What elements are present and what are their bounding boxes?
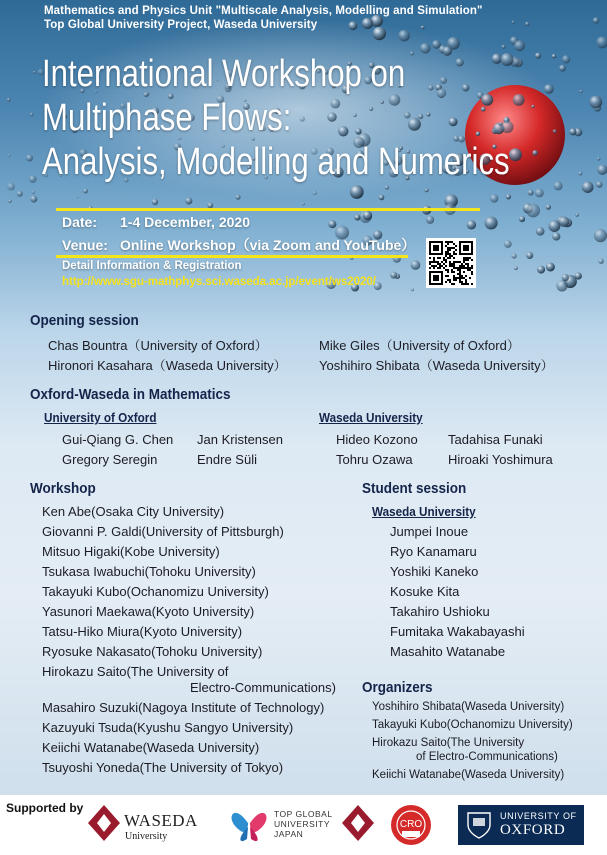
waseda-logo-subtext: University: [125, 831, 168, 842]
bubble: [398, 30, 410, 42]
bubble: [589, 96, 602, 109]
workshop-speaker: Giovanni P. Galdi(University of Pittsburgh): [42, 524, 284, 539]
date-row: [62, 214, 250, 230]
bubble: [519, 216, 525, 222]
workshop-speaker: Masahiro Suzuki(Nagoya Institute of Technology): [42, 700, 325, 715]
workshop-speaker: Takayuki Kubo(Ochanomizu University): [42, 584, 269, 599]
sponsor-footer: [0, 795, 607, 855]
bubble: [373, 27, 386, 40]
student-speaker: Yoshiki Kaneko: [390, 564, 479, 579]
bubble: [513, 94, 525, 106]
cro-label: CRO: [399, 819, 423, 830]
oxford-subheading: University of Oxford: [44, 410, 157, 425]
bubble: [17, 191, 23, 197]
bubble: [549, 220, 561, 232]
bubble: [411, 260, 421, 270]
bubble: [532, 150, 538, 156]
organizers-heading: Organizers: [362, 679, 433, 696]
organizer: Keiichi Watanabe(Waseda University): [372, 769, 565, 781]
bubble: [485, 217, 498, 230]
divider-top: [56, 208, 480, 211]
student-subheading: Waseda University: [372, 504, 476, 519]
bubble: [425, 188, 429, 192]
opening-speaker: Mike Giles（University of Oxford）: [319, 338, 520, 353]
student-speaker: Ryo Kanamaru: [390, 544, 477, 559]
bubble: [354, 215, 360, 221]
title-line-3: Analysis, Modelling and Numerics: [42, 141, 510, 183]
waseda-logo-icon: [86, 803, 122, 843]
student-speaker: Kosuke Kita: [390, 584, 460, 599]
divider-mid: [56, 255, 408, 258]
bubble: [594, 229, 607, 242]
bubble: [528, 190, 534, 196]
bubble: [553, 129, 557, 133]
bubble: [598, 258, 604, 264]
bubble: [379, 195, 385, 201]
bubble: [569, 128, 576, 135]
waseda-logo-text: WASEDA: [124, 811, 198, 830]
venue-row: [62, 235, 415, 255]
title-line-2: Multiphase Flows:: [42, 97, 292, 139]
bubble: [432, 40, 441, 49]
bubble: [575, 213, 579, 217]
organizer: Takayuki Kubo(Ochanomizu University): [372, 719, 573, 731]
bubble: [597, 157, 600, 160]
workshop-title: [42, 52, 510, 184]
workshop-speaker: Ryosuke Nakasato(Tohoku University): [42, 644, 263, 659]
student-session-heading: Student session: [362, 480, 467, 497]
bubble: [350, 185, 364, 199]
opening-speaker: Yoshihiro Shibata（Waseda University）: [319, 358, 554, 373]
bubble: [32, 191, 35, 194]
bubble: [526, 204, 540, 218]
bubble: [185, 197, 192, 204]
bubble: [596, 181, 603, 188]
bubble: [7, 183, 15, 191]
bubble: [546, 263, 555, 272]
bubble: [537, 266, 545, 274]
bubble: [597, 165, 607, 175]
butterfly-logo-icon: [228, 803, 270, 845]
bubble: [467, 220, 476, 229]
bubble: [535, 53, 541, 59]
oxford-crest-icon: [466, 811, 492, 839]
top-global-logo-text: [274, 809, 333, 839]
waseda-member: Hideo Kozono: [336, 432, 418, 447]
bubble: [562, 274, 569, 281]
bubble: [556, 280, 567, 291]
opening-session-heading: Opening session: [30, 312, 139, 329]
workshop-speaker: Tsuyoshi Yoneda(The University of Tokyo): [42, 760, 284, 775]
qr-code-graphic: [429, 241, 473, 285]
bubble: [76, 196, 78, 198]
bubble: [535, 188, 544, 197]
workshop-speaker: Hirokazu Saito(The University of: [42, 664, 229, 679]
bubble: [29, 175, 37, 183]
bubble: [33, 71, 36, 74]
bubble: [363, 211, 372, 220]
tgu-line: JAPAN: [274, 829, 304, 839]
bubble: [411, 288, 414, 291]
bubble: [362, 18, 373, 29]
workshop-speaker: Yasunori Maekawa(Kyoto University): [42, 604, 255, 619]
tgu-line: TOP GLOBAL: [274, 809, 333, 819]
bubble: [30, 195, 37, 202]
bubble: [514, 266, 518, 270]
bubble: [511, 253, 516, 258]
student-speaker: Jumpei Inoue: [390, 524, 469, 539]
student-speaker: Masahito Watanabe: [390, 644, 506, 659]
bubble: [313, 191, 318, 196]
bubble: [593, 17, 599, 23]
bubble: [526, 252, 533, 259]
organizer-continued: of Electro-Communications): [416, 751, 558, 763]
bubble: [552, 232, 560, 240]
bubble: [512, 21, 515, 24]
bubble: [26, 155, 33, 162]
bubble: [525, 22, 529, 26]
bubble: [302, 203, 305, 206]
registration-url[interactable]: http://www.sgu-mathphys.sci.waseda.ac.jp/event/ws2020/: [62, 276, 377, 288]
date-value: 1-4 December, 2020: [120, 214, 250, 230]
bubble: [531, 105, 534, 108]
bubble: [8, 154, 11, 157]
bubble: [514, 40, 525, 51]
tgu-line: UNIVERSITY: [274, 819, 331, 829]
registration-label: Detail Information & Registration: [62, 260, 242, 272]
bubble: [30, 113, 34, 117]
oxford-member: Jan Kristensen: [197, 432, 283, 447]
date-label: Date:: [62, 214, 98, 230]
bubble: [348, 21, 357, 30]
bubble: [421, 26, 425, 30]
bubble: [575, 272, 582, 279]
bubble: [578, 172, 582, 176]
bubble: [506, 194, 511, 199]
bubble: [7, 98, 11, 102]
bubble: [328, 220, 336, 228]
student-speaker: Takahiro Ushioku: [390, 604, 490, 619]
opening-speaker: Chas Bountra（University of Oxford）: [48, 338, 268, 353]
bubble: [509, 148, 522, 161]
oxford-logo-text: OXFORD: [500, 822, 566, 838]
project-name: Top Global University Project, Waseda University: [44, 19, 318, 31]
bubble: [426, 216, 434, 224]
organizer: Hirokazu Saito(The University: [372, 737, 525, 749]
workshop-speaker: Tatsu-Hiko Miura(Kyoto University): [42, 624, 243, 639]
bubble: [490, 194, 498, 202]
waseda-small-logo-icon: [340, 803, 376, 843]
venue-value: Online Workshop（via Zoom and YouTube）: [120, 237, 416, 253]
oxford-member: Gregory Seregin: [62, 452, 158, 467]
bubble: [390, 272, 397, 279]
bubble: [582, 181, 594, 193]
bubble: [546, 205, 551, 210]
bubble: [502, 45, 506, 49]
oxford-member: Endre Süli: [197, 452, 257, 467]
venue-label: Venue:: [62, 237, 108, 253]
bubble: [536, 227, 545, 236]
supported-by-label: Supported by: [6, 801, 84, 815]
bubble: [385, 185, 389, 189]
waseda-member: Tohru Ozawa: [336, 452, 413, 467]
bubble: [562, 55, 570, 63]
waseda-subheading: Waseda University: [319, 410, 423, 425]
workshop-heading: Workshop: [30, 480, 96, 497]
cro-logo-icon: [380, 803, 442, 847]
workshop-speaker: Keiichi Watanabe(Waseda University): [42, 740, 260, 755]
organizer: Yoshihiro Shibata(Waseda University): [372, 701, 565, 713]
bubble: [235, 195, 240, 200]
waseda-member: Tadahisa Funaki: [448, 432, 543, 447]
bubble: [552, 54, 556, 58]
bubble: [83, 189, 88, 194]
workshop-speaker-continued: Electro-Communications): [190, 680, 336, 695]
workshop-speaker: Ken Abe(Osaka City University): [42, 504, 225, 519]
bubble: [544, 84, 554, 94]
workshop-speaker: Mitsuo Higaki(Kobe University): [42, 544, 220, 559]
organizer-unit: Mathematics and Physics Unit "Multiscale Analysis, Modelling and Simulation": [44, 5, 483, 17]
bubble: [8, 199, 11, 202]
bubble: [559, 65, 566, 72]
oxford-logo-small-text: UNIVERSITY OF: [500, 811, 577, 821]
waseda-member: Hiroaki Yoshimura: [448, 452, 553, 467]
workshop-speaker: Tsukasa Iwabuchi(Tohoku University): [42, 564, 256, 579]
opening-speaker: Hironori Kasahara（Waseda University）: [48, 358, 287, 373]
bubble: [504, 240, 512, 248]
bubble: [596, 36, 607, 48]
oxford-waseda-heading: Oxford-Waseda in Mathematics: [30, 386, 231, 403]
oxford-member: Gui-Qiang G. Chen: [62, 432, 174, 447]
qr-code[interactable]: [426, 238, 476, 288]
title-line-1: International Workshop on: [42, 53, 406, 95]
student-speaker: Fumitaka Wakabayashi: [390, 624, 525, 639]
workshop-speaker: Kazuyuki Tsuda(Kyushu Sangyo University): [42, 720, 294, 735]
bubble: [152, 199, 158, 205]
bubble: [579, 90, 582, 93]
bubble: [554, 181, 563, 190]
